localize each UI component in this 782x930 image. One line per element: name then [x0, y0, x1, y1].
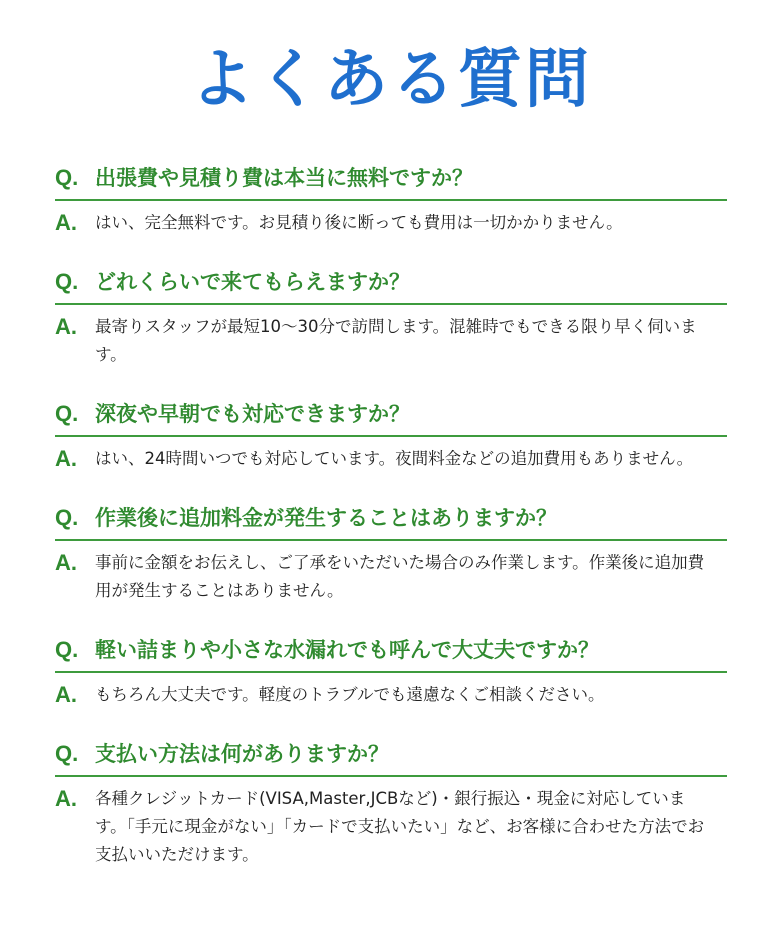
- question-text: 支払い方法は何がありますか？: [95, 742, 389, 766]
- answer-row: [55, 541, 727, 605]
- faq-item-3: [55, 399, 727, 473]
- faq-item-5: [55, 635, 727, 709]
- answer-mark: A.: [55, 786, 77, 811]
- faq-item-4: [55, 503, 727, 605]
- answer-row: [55, 777, 727, 869]
- answer-text: 最寄りスタッフが最短10〜30分で訪問します。混雑時でもできる限り早く伺います。: [95, 317, 697, 364]
- question-text: 出張費や見積り費は本当に無料ですか？: [95, 166, 473, 190]
- question-row: [55, 635, 727, 673]
- faq-item-6: [55, 739, 727, 869]
- question-mark: Q.: [55, 505, 79, 530]
- question-row: [55, 267, 727, 305]
- answer-mark: A.: [55, 550, 77, 575]
- answer-text: はい、24時間いつでも対応しています。夜間料金などの追加費用もありません。: [95, 449, 694, 468]
- question-mark: Q.: [55, 269, 79, 294]
- question-row: [55, 399, 727, 437]
- faq-item-1: [55, 163, 727, 237]
- question-text: どれくらいで来てもらえますか？: [95, 270, 410, 294]
- question-text: 作業後に追加料金が発生することはありますか？: [95, 506, 557, 530]
- question-text: 深夜や早朝でも対応できますか？: [95, 402, 410, 426]
- question-row: [55, 163, 727, 201]
- page-title: よくある質問: [190, 43, 592, 117]
- answer-text: 各種クレジットカード(VISA,Master,JCBなど)・銀行振込・現金に対応しています。「手元に現金がない」「カードで支払いたい」など、お客様に合わせた方法でお支払いいただけます。: [95, 789, 705, 864]
- answer-text: もちろん大丈夫です。軽度のトラブルでも遠慮なくご相談ください。: [95, 685, 605, 704]
- faq-item-2: [55, 267, 727, 369]
- question-mark: Q.: [55, 741, 79, 766]
- question-row: [55, 739, 727, 777]
- faq-list: [55, 163, 727, 869]
- question-mark: Q.: [55, 165, 79, 190]
- answer-row: [55, 673, 727, 709]
- answer-row: [55, 201, 727, 237]
- answer-row: [55, 437, 727, 473]
- question-text: 軽い詰まりや小さな水漏れでも呼んで大丈夫ですか？: [95, 638, 599, 662]
- question-mark: Q.: [55, 637, 79, 662]
- answer-text: 事前に金額をお伝えし、ご了承をいただいた場合のみ作業します。作業後に追加費用が発生することはありません。: [95, 553, 705, 600]
- answer-mark: A.: [55, 682, 77, 707]
- question-row: [55, 503, 727, 541]
- answer-mark: A.: [55, 210, 77, 235]
- answer-mark: A.: [55, 446, 77, 471]
- question-mark: Q.: [55, 401, 79, 426]
- answer-text: はい、完全無料です。お見積り後に断っても費用は一切かかりません。: [95, 213, 623, 232]
- answer-row: [55, 305, 727, 369]
- answer-mark: A.: [55, 314, 77, 339]
